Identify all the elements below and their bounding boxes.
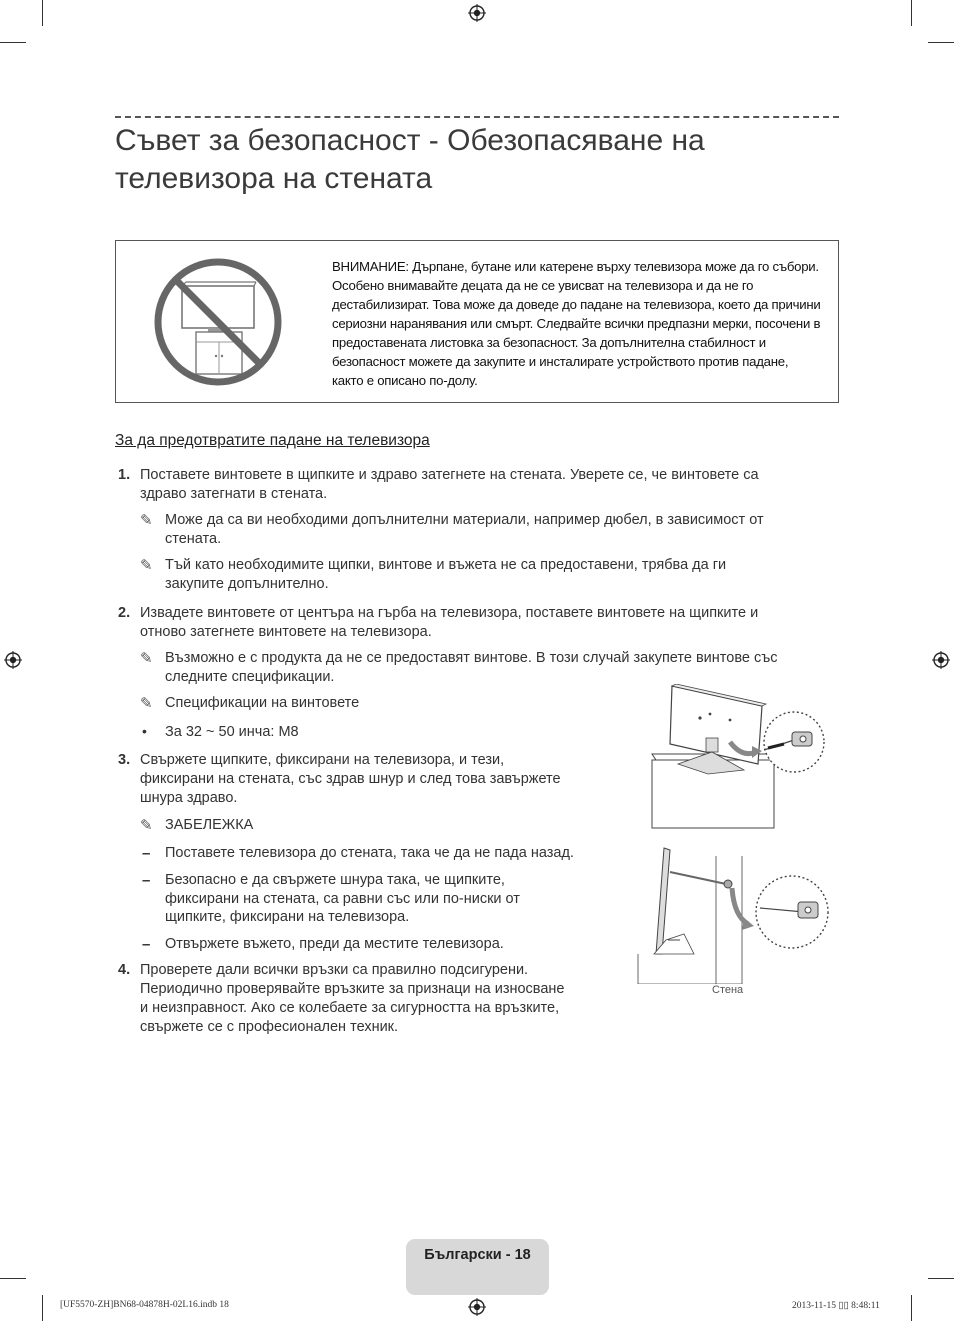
dash-text-line: фиксирани на стената, са равни със или по-ниски от xyxy=(165,891,520,907)
pencil-note-icon: ✎ xyxy=(140,650,153,667)
section-heading: За да предотвратите падане на телевизора xyxy=(115,432,430,449)
crop-mark xyxy=(928,42,954,43)
note-text-line: закупите допълнително. xyxy=(165,576,329,592)
crop-mark xyxy=(0,1278,26,1279)
dash-text-line: щипките, фиксирани на телевизора. xyxy=(165,909,410,925)
title-rule xyxy=(115,116,839,118)
step-text-line: Проверете дали всички връзки са правилно подсигурени. xyxy=(140,962,529,978)
step-number: 3. xyxy=(118,752,131,768)
warning-box xyxy=(115,240,839,403)
step-text-line: фиксирани на стената, със здрав шнур и след това завържете xyxy=(140,771,561,787)
dash-marker: – xyxy=(142,845,151,862)
step-text-line: свържете се с професионален техник. xyxy=(140,1019,399,1035)
step-number: 2. xyxy=(118,605,131,621)
crop-mark xyxy=(42,0,43,26)
step-number: 4. xyxy=(118,962,131,978)
bullet-dot: • xyxy=(142,723,147,739)
note-text-line: следните спецификации. xyxy=(165,669,335,685)
pencil-note-icon: ✎ xyxy=(140,817,153,834)
crop-mark xyxy=(0,42,26,43)
registration-mark-icon xyxy=(468,4,486,22)
no-climbing-prohibition-icon xyxy=(152,256,284,388)
pencil-note-icon: ✎ xyxy=(140,557,153,574)
figure-caption-wall: Стена xyxy=(712,984,744,996)
pencil-note-icon: ✎ xyxy=(140,695,153,712)
registration-mark-icon xyxy=(468,1298,486,1316)
tv-anchor-illustration xyxy=(648,684,828,830)
note-text-line: стената. xyxy=(165,531,222,547)
crop-mark xyxy=(911,1295,912,1321)
step-text-line: и неизправност. Ако се колебаете за сигурността на връзките, xyxy=(140,1000,560,1016)
step-text-line: отново затегнете винтовете на телевизора. xyxy=(140,624,432,640)
step-text-line: Периодично проверявайте връзките за признаци на износване xyxy=(140,981,565,997)
note-text-line: Тъй като необходимите щипки, винтове и въжета не са предоставени, трябва да ги xyxy=(165,557,727,573)
step-text-line: здраво затегнати в стената. xyxy=(140,486,328,502)
registration-mark-icon xyxy=(932,651,950,669)
step-text-line: шнура здраво. xyxy=(140,790,238,806)
registration-mark-icon xyxy=(4,651,22,669)
wall-anchor-illustration xyxy=(636,846,832,984)
step-number: 1. xyxy=(118,467,131,483)
note-text-line: Възможно е с продукта да не се предоставят винтове. В този случай закупете винтове със xyxy=(165,650,778,666)
dash-text-line: Безопасно е да свържете шнура така, че щипките, xyxy=(165,872,505,888)
dash-text-line: Поставете телевизора до стената, така че да не пада назад. xyxy=(165,845,574,861)
print-slug-left: [UF5570-ZH]BN68-04878H-02L16.indb 18 xyxy=(60,1300,229,1310)
print-slug-right: 2013-11-15 ▯▯ 8:48:11 xyxy=(792,1301,880,1311)
bullet-text: За 32 ~ 50 инча: M8 xyxy=(165,724,299,740)
step-text-line: Свържете щипките, фиксирани на телевизора, и тези, xyxy=(140,752,505,768)
pencil-note-icon: ✎ xyxy=(140,512,153,529)
note-text-line: Спецификации на винтовете xyxy=(165,695,360,711)
warning-text: ВНИМАНИЕ: Дърпане, бутане или катерене върху телевизора може да го събори. Особено внимавайте децата да не се увисват на телевизора и да не го дестабилизират. Това може да доведе до падане на телевизора, което да причини сериозни наранявания или смърт. Следвайте всички предпазни мерки, посочени в предоставената листовка за безопасност. За допълнителна стабилност и безопасност можете да закупите и инсталирате устройството против падане, както е описано по-долу. xyxy=(332,259,821,388)
crop-mark xyxy=(911,0,912,26)
dash-marker: – xyxy=(142,936,151,953)
note-text-line: Може да са ви необходими допълнителни материали, например дюбел, в зависимост от xyxy=(165,512,764,528)
crop-mark xyxy=(928,1278,954,1279)
step-text-line: Поставете винтовете в щипките и здраво затегнете на стената. Уверете се, че винтовете са xyxy=(140,467,759,483)
crop-mark xyxy=(42,1295,43,1321)
page-title: Съвет за безопасност - Обезопасяване на телевизора на стената xyxy=(115,124,705,195)
step-text-line: Извадете винтовете от центъра на гърба на телевизора, поставете винтовете на щипките и xyxy=(140,605,759,621)
dash-text-line: Отвържете въжето, преди да местите телевизора. xyxy=(165,936,504,952)
dash-marker: – xyxy=(142,872,151,889)
page-number-label: Български - 18 xyxy=(424,1247,531,1263)
note-label: ЗАБЕЛЕЖКА xyxy=(165,817,254,833)
page-number-tab xyxy=(406,1239,549,1295)
